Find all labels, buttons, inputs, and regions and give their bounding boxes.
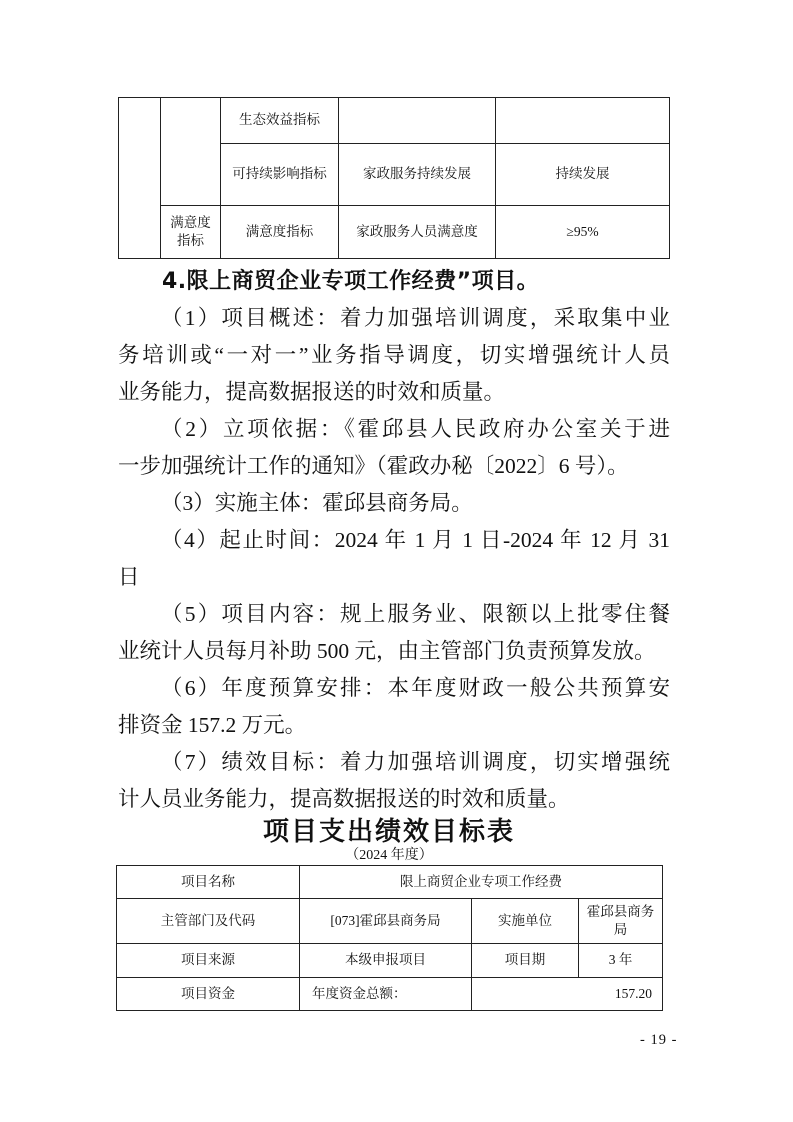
project-source-label: 项目来源 <box>117 944 300 978</box>
project-period-label: 项目期 <box>472 944 579 978</box>
body-line: （2）立项依据：《霍邱县人民政府办公室关于进 <box>161 417 670 441</box>
implement-unit-value: 霍邱县商务局 <box>579 899 663 944</box>
body-line: （6）年度预算安排：本年度财政一般公共预算安 <box>161 676 670 700</box>
body-paragraph <box>118 670 670 744</box>
target-table-subtitle: （2024 年度） <box>345 848 433 863</box>
indicator-category-cell-empty <box>161 98 221 206</box>
eco-benefit-indicator-name <box>339 98 496 144</box>
satisfaction-category-label: 满意度指标 <box>161 206 221 259</box>
project-target-table <box>116 865 663 1011</box>
body-line: 排资金 157.2 万元。 <box>118 713 307 737</box>
body-paragraph <box>118 522 670 596</box>
section-heading: 4.限上商贸企业专项工作经费”项目。 <box>162 269 540 294</box>
satisfaction-indicator-target: ≥95% <box>496 206 670 259</box>
project-source-value: 本级申报项目 <box>300 944 472 978</box>
body-line: 日 <box>118 565 140 589</box>
body-line: （3）实施主体：霍邱县商务局。 <box>161 491 473 515</box>
project-fund-label: 项目资金 <box>117 978 300 1011</box>
indicator-table <box>118 97 670 259</box>
body-line: 业务能力，提高数据报送的时效和质量。 <box>118 380 506 404</box>
dept-code-label: 主管部门及代码 <box>117 899 300 944</box>
satisfaction-indicator-name: 家政服务人员满意度 <box>339 206 496 259</box>
target-table-title: 项目支出绩效目标表 <box>262 817 515 847</box>
sustainability-indicator-name: 家政服务持续发展 <box>339 144 496 206</box>
sustainability-indicator-label: 可持续影响指标 <box>221 144 339 206</box>
sustainability-indicator-target: 持续发展 <box>496 144 670 206</box>
body-paragraph <box>118 485 670 522</box>
body-paragraph <box>118 300 670 411</box>
body-line: （7）绩效目标：着力加强培训调度，切实增强统 <box>161 750 670 774</box>
body-line: 计人员业务能力，提高数据报送的时效和质量。 <box>118 787 570 811</box>
body-line: 务培训或“一对一”业务指导调度，切实增强统计人员 <box>118 343 670 367</box>
dept-code-value: [073]霍邱县商务局 <box>300 899 472 944</box>
project-name-label: 项目名称 <box>117 866 300 899</box>
body-text <box>118 263 670 818</box>
eco-benefit-indicator-label: 生态效益指标 <box>221 98 339 144</box>
project-period-value: 3 年 <box>579 944 663 978</box>
implement-unit-label: 实施单位 <box>472 899 579 944</box>
body-line: （5）项目内容：规上服务业、限额以上批零住餐 <box>161 602 670 626</box>
page-number: - 19 - <box>640 1032 678 1048</box>
body-line: （1）项目概述：着力加强培训调度，采取集中业 <box>161 306 670 330</box>
annual-fund-total-amount: 157.20 <box>472 978 663 1011</box>
body-line: 一步加强统计工作的通知》（霍政办秘〔2022〕6 号）。 <box>118 454 629 478</box>
body-paragraph <box>118 744 670 818</box>
project-name-value: 限上商贸企业专项工作经费 <box>300 866 663 899</box>
satisfaction-indicator-label: 满意度指标 <box>221 206 339 259</box>
body-paragraphs <box>118 300 670 818</box>
body-line: 业统计人员每月补助 500 元，由主管部门负责预算发放。 <box>118 639 656 663</box>
body-paragraph <box>118 596 670 670</box>
body-line: （4）起止时间：2024 年 1 月 1 日-2024 年 12 月 31 <box>161 528 670 552</box>
indicator-group-cell-empty <box>119 98 161 259</box>
eco-benefit-indicator-target <box>496 98 670 144</box>
body-paragraph <box>118 411 670 485</box>
annual-fund-total-label: 年度资金总额： <box>300 978 472 1011</box>
